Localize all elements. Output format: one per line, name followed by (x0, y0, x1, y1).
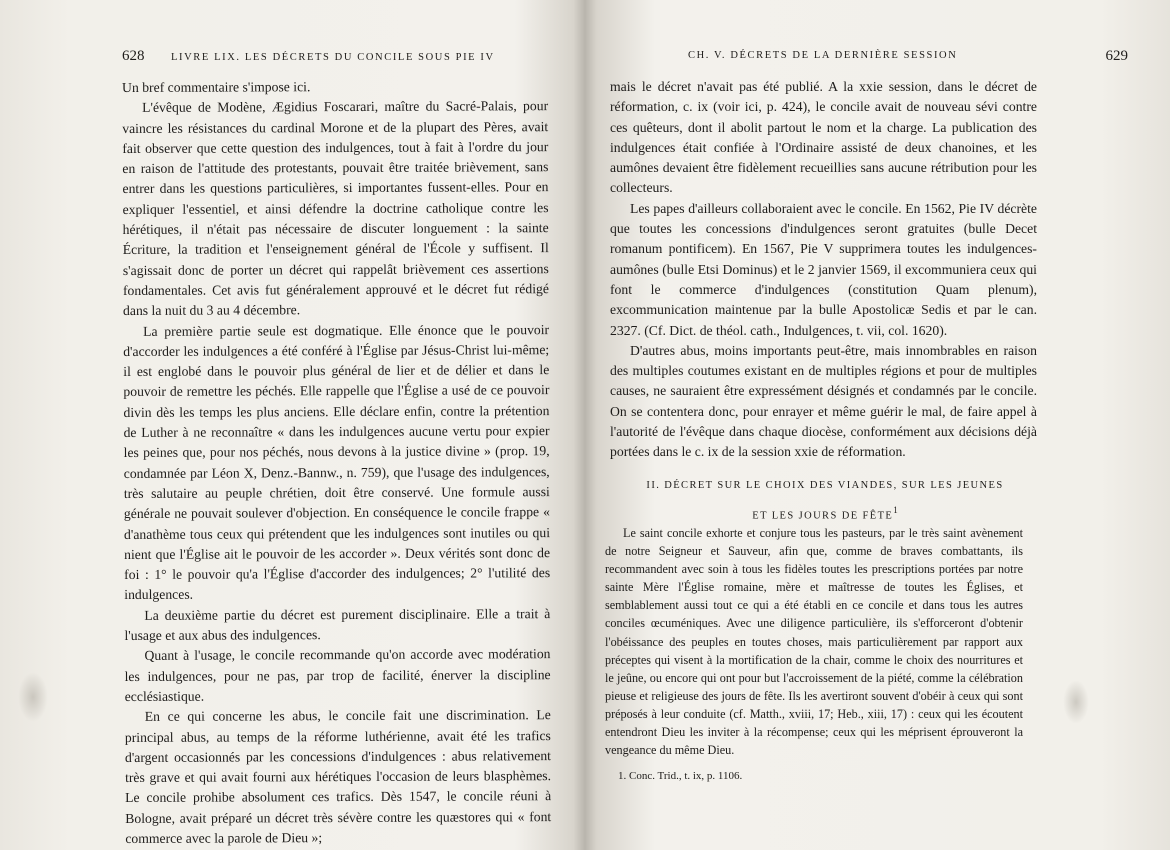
footnote: 1. Conc. Trid., t. ix, p. 1106. (618, 770, 743, 782)
right-running-head: CH. V. DÉCRETS DE LA DERNIÈRE SESSION (688, 50, 958, 61)
footnote-ref: 1 (893, 505, 898, 515)
section-heading (605, 472, 1045, 529)
left-running-head: LIVRE LIX. LES DÉCRETS DU CONCILE SOUS PIE IV (171, 52, 495, 63)
paragraph: Quant à l'usage, le concile recommande qu'on accorde avec modération les indulgences, pour ne pas, par trop de facilité, énerver la discipline ecclésiastique. (124, 646, 551, 704)
right-page-body (610, 77, 1037, 463)
paragraph: Un bref commentaire s'impose ici. (122, 79, 311, 95)
paragraph: La première partie seule est dogmatique. Elle énonce que le pouvoir d'accorder les indulgences a été conféré à l'Église par Jésus-Christ lui-même; il est englobé dans le pouvoir plus général de lier et de délier et dans le pouvoir de remettre les péchés. Elle rappelle que l'Église a usé de ce pouvoir divin dès les temps les plus anciens. Elle déclare enfin, contre la prétention de Luther à ne reconnaître « dans les indulgences aucune vertu pour expier les peines que, pour nos péchés, nous devons à la justice divine » (prop. 19, condamnée par Léon X, Denz.-Bannw., n. 759), que l'usage des indulgences, très salutaire au peuple chrétien, doit être conservé. Une formule aussi générale ne pouvait soulever d'objection. En conséquence le concile frappe « d'anathème tous ceux qui prétendent que les indulgences sont inutiles ou qui nient que l'Église ait le pouvoir de les accorder ». Deux vérités sont donc de foi : 1° le pouvoir qu'a l'Église d'accorder des indulgences; 2° l'utilité des indulgences. (123, 321, 551, 603)
paragraph: En ce qui concerne les abus, le concile fait une discrimination. Le principal abus, au temps de la réforme luthérienne, avait été les trafics d'argent occasionnés par les concessions d'indulgences : abus relativement très grave et qui avait fourni aux hérétiques l'occasion de leurs blasphèmes. Le concile prohibe absolument ces trafics. Dès 1547, le concile réuni à Bologne, avait préparé un décret très sévère contre les quæstores qui « font commerce avec la parole de Dieu »; (124, 707, 552, 846)
paragraph: D'autres abus, moins importants peut-être, mais innombrables en raison des multiples coutumes existant en de multiples régions et pour de multiples causes, ne sauraient être expressément désignés et condamnés par le concile. On se contentera donc, pour enrayer et même guérir le mal, de faire appel à l'autorité de l'évêque dans chaque diocèse, conformément aux décisions déjà portées dans le c. ix de la session xxie de réformation. (610, 342, 1037, 460)
left-page-header (122, 48, 495, 65)
left-page-number: 628 (122, 48, 145, 64)
paragraph: mais le décret n'avait pas été publié. A la xxie session, dans le décret de réformation, c. ix (voir ici, p. 424), le concile avait de nouveau sévi contre ces quêteurs, dont il abolit partout le nom et la charge. La publication des indulgences était confiée à l'Ordinaire assisté de deux chanoines, et les aumônes devaient être fidèlement recueillies sans aucune rétribution pour les collecteurs. (610, 79, 1037, 196)
paper-smudge (1063, 680, 1089, 724)
paragraph: Les papes d'ailleurs collaboraient avec le concile. En 1562, Pie IV décrète que toutes les concessions d'indulgences seront gratuites (bulle Decet romanum pontificem). En 1567, Pie V supprimera toutes les indulgences-aumônes (bulle Etsi Dominus) et le 2 janvier 1569, il excommuniera ceux qui font le commerce d'indulgences (constitution Quam plenum), excommunication maintenue par la bulle Apostolicæ Sedis et par le can. 2327. (Cf. Dict. de théol. cath., Indulgences, t. vii, col. 1620). (610, 200, 1037, 338)
right-page-number: 629 (1105, 48, 1128, 64)
paper-smudge (18, 672, 48, 722)
section-heading-line1: II. DÉCRET SUR LE CHOIX DES VIANDES, SUR LES JEUNES (646, 480, 1004, 491)
decree-text (605, 524, 1023, 759)
paragraph: L'évêque de Modène, Ægidius Foscarari, maître du Sacré-Palais, pour vaincre les résistances du cardinal Morone et de la plupart des Pères, avait fait observer que cette question des indulgences, tout à fait à l'ordre du jour en raison de l'attitude des protestants, pouvait être traitée brièvement, sans entrer dans les questions particulières, si importantes fussent-elles. Pour en expliquer l'essentiel, et ainsi défendre la doctrine catholique contre les hérétiques, il n'était pas nécessaire de discuter longuement : la sainte Écriture, la tradition et l'enseignement général de l'École y suffisent. Il s'agissait donc de porter un décret qui rappelât brièvement ces assertions fondamentales. Cet avis fut généralement approuvé et le décret fut rédigé dans la nuit du 3 au 4 décembre. (122, 98, 549, 319)
left-page-body (122, 76, 551, 849)
paragraph: La deuxième partie du décret est purement disciplinaire. Elle a trait à l'usage et aux abus des indulgences. (124, 605, 551, 644)
left-page (0, 0, 580, 850)
paragraph: Le saint concile exhorte et conjure tous les pasteurs, par le très saint avènement de notre Seigneur et Sauveur, afin que, comme de braves combattants, ils recommandent avec soin à tous les fidèles toutes les prescriptions portées par notre sainte Mère l'Église romaine, mère et maîtresse de toutes les Églises, et semblablement aussi tout ce qui a été établi en ce concile et dans tous les autres conciles œcuméniques. Avec une diligence particulière, ils s'efforceront d'obtenir l'obéissance des peuples en toutes choses, mais particulièrement par rapport aux préceptes qui visent à la mortification de la chair, comme le choix des nourritures et le jeûne, ou encore qui ont pour but l'accroissement de la piété, comme la célébration pieuse et religieuse des jours de fête. Ils les avertiront souvent d'obéir à ceux qui sont préposés à leur conduite (cf. Matth., xviii, 17; Heb., xiii, 17) : ceux qui les écoutent entendront Dieu les inviter à la récompense; ceux qui les méprisent éprouveront la vengeance du même Dieu. (605, 526, 1023, 758)
right-page (585, 0, 1170, 850)
section-heading-line2: ET LES JOURS DE FÊTE (752, 510, 894, 522)
